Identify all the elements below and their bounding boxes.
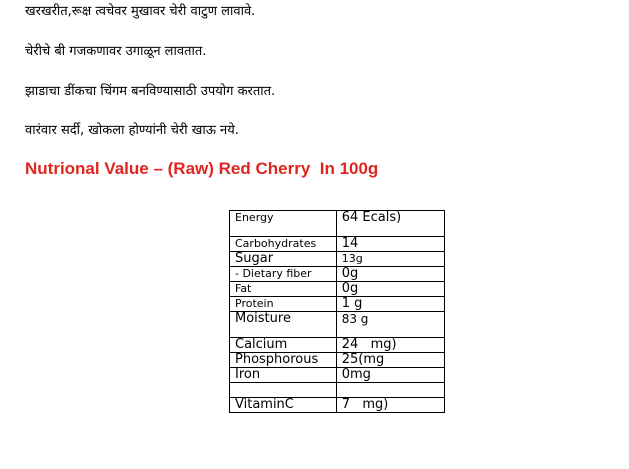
nutrient-name: VitaminC — [230, 398, 337, 413]
table-row — [230, 267, 445, 282]
nutrient-value: 83 g — [336, 312, 444, 338]
table-row — [230, 338, 445, 353]
paragraph-cold-warning: वारंवार सर्दी, खोकला होण्यांनी चेरी खाऊ नये. — [25, 123, 239, 138]
nutrient-value: 0g — [336, 282, 444, 297]
nutrient-name: Carbohydrates — [230, 237, 337, 252]
nutrient-name: Calcium — [230, 338, 337, 353]
nutrient-name: - Dietary fiber — [230, 267, 337, 282]
nutrient-value: 0mg — [336, 368, 444, 383]
table-row — [230, 312, 445, 338]
nutrient-name: Moisture — [230, 312, 337, 338]
nutrient-value: 25(mg — [336, 353, 444, 368]
nutrient-value: 7 mg) — [336, 398, 444, 413]
nutrient-value: 24 mg) — [336, 338, 444, 353]
nutrient-value: 14 — [336, 237, 444, 252]
nutrient-value: 64 Ecals) — [336, 211, 444, 237]
nutrient-value: 13g — [336, 252, 444, 267]
nutrition-table — [229, 210, 445, 413]
table-row — [230, 297, 445, 312]
table-row — [230, 252, 445, 267]
nutrient-name: Fat — [230, 282, 337, 297]
nutrient-name — [230, 383, 337, 398]
paragraph-gum-use: झाडाचा डींकचा चिंगम बनविण्यासाठी उपयोग करतात. — [25, 84, 276, 99]
table-row — [230, 282, 445, 297]
nutrient-value — [336, 383, 444, 398]
nutrition-heading: Nutrional Value – (Raw) Red Cherry In 100g — [25, 159, 379, 178]
nutrient-name: Energy — [230, 211, 337, 237]
table-row — [230, 211, 445, 237]
table-row-blank — [230, 383, 445, 398]
nutrient-name: Iron — [230, 368, 337, 383]
table-row — [230, 368, 445, 383]
nutrient-name: Phosphorous — [230, 353, 337, 368]
nutrient-value: 1 g — [336, 297, 444, 312]
nutrient-name: Protein — [230, 297, 337, 312]
paragraph-seed-use: चेरीचे बी गजकणावर उगाळून लावतात. — [25, 44, 207, 59]
paragraph-skin-use: खरखरीत,रूक्ष त्वचेवर मुखावर चेरी वाटुण लावावे. — [25, 4, 256, 19]
table-row — [230, 237, 445, 252]
table-row — [230, 398, 445, 413]
table-row — [230, 353, 445, 368]
nutrient-name: Sugar — [230, 252, 337, 267]
nutrient-value: 0g — [336, 267, 444, 282]
